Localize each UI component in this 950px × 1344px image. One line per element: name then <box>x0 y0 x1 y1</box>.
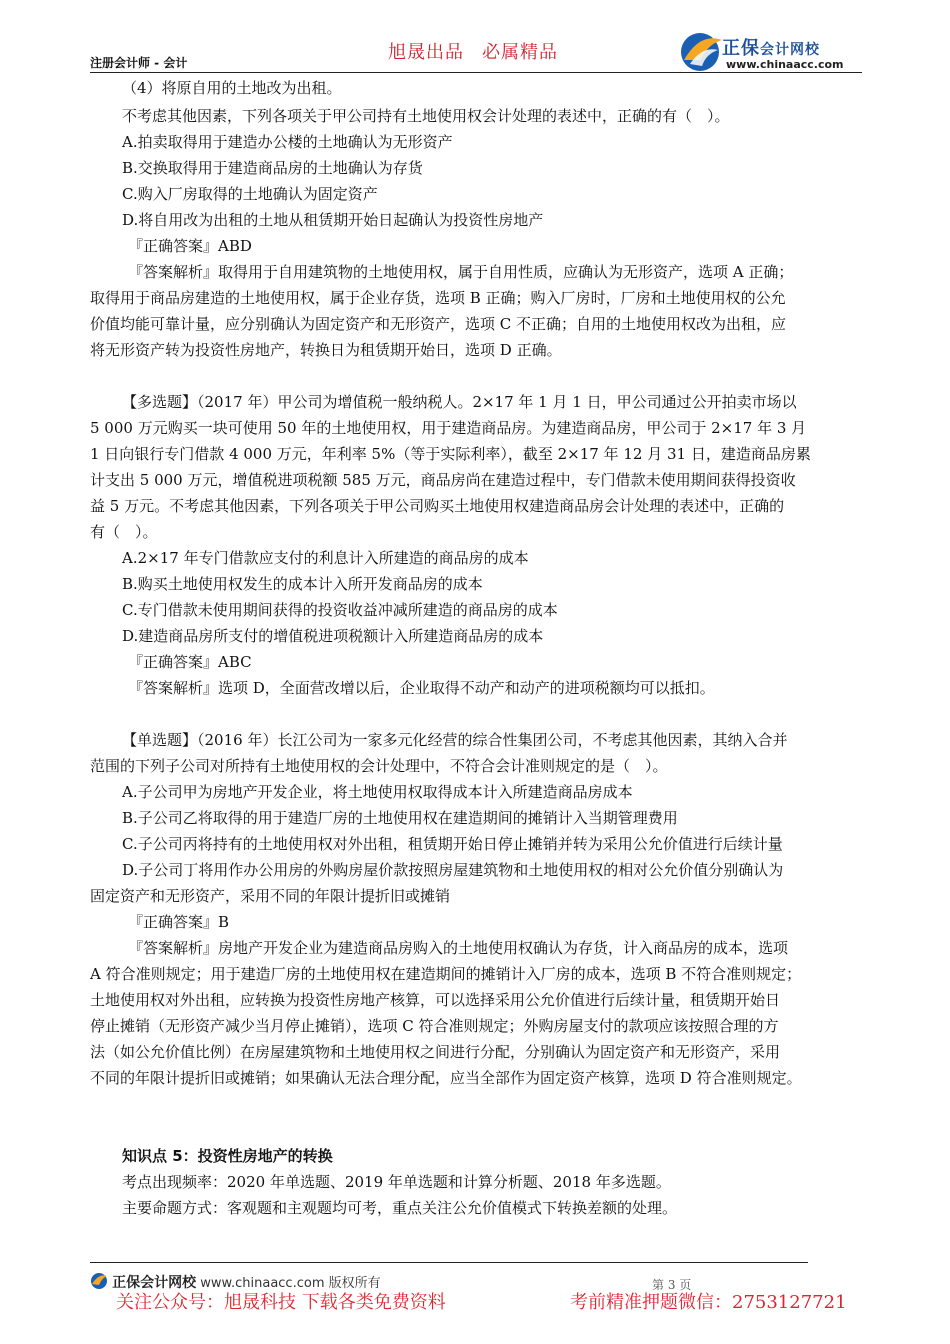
text-line: A 符合准则规定；用于建造厂房的土地使用权在建造期间的摊销计入厂房的成本，选项 B 不符合准则规定； <box>90 965 802 983</box>
text-line: 5 000 万元购买一块可使用 50 年的土地使用权，用于建造商品房。为建造商品房，甲公司于 2×17 年 3 月 <box>90 419 807 437</box>
option-b: B.交换取得用于建造商品房的土地确认为存货 <box>122 159 423 177</box>
correct-answer: 『正确答案』ABC <box>128 653 252 671</box>
logo-emblem-icon <box>678 30 728 74</box>
answer-analysis: 『答案解析』房地产开发企业为建造商品房购入的土地使用权确认为存货，计入商品房的成本，选项 <box>128 939 789 957</box>
text-line: 将无形资产转为投资性房地产，转换日为租赁期开始日，选项 D 正确。 <box>90 341 562 359</box>
answer-analysis: 『答案解析』取得用于自用建筑物的土地使用权，属于自用性质，应确认为无形资产，选项 A 正确； <box>128 263 794 281</box>
promo-left: 关注公众号：旭晟科技 下载各类免费资料 <box>116 1292 446 1313</box>
correct-answer: 『正确答案』B <box>128 913 230 931</box>
text-line: 不同的年限计提折旧或摊销；如果确认无法合理分配，应当全部作为固定资产核算，选项 D 符合准则规定。 <box>90 1069 802 1087</box>
text-line: 土地使用权对外出租，应转换为投资性房地产核算，可以选择采用公允价值进行后续计量，租赁期开始日 <box>90 991 781 1009</box>
text-line: 取得用于商品房建造的土地使用权，属于企业存货，选项 B 正确；购入厂房时，厂房和土地使用权的公允 <box>90 289 786 307</box>
option-a: A.拍卖取得用于建造办公楼的土地确认为无形资产 <box>122 133 453 151</box>
option-b: B.子公司乙将取得的用于建造厂房的土地使用权在建造期间的摊销计入当期管理费用 <box>122 809 678 827</box>
logo-name-main: 正保 <box>722 38 760 59</box>
text-line: 主要命题方式：客观题和主观题均可考，重点关注公允价值模式下转换差额的处理。 <box>122 1199 678 1217</box>
option-b: B.购买土地使用权发生的成本计入所开发商品房的成本 <box>122 575 483 593</box>
text-line: 计支出 5 000 万元，增值税进项税额 585 万元，商品房尚在建造过程中，专门借款未使用期间获得投资收 <box>90 471 796 489</box>
footer-logo-icon <box>90 1272 108 1290</box>
promo-right: 考前精准押题微信：2753127721 <box>570 1292 847 1313</box>
header-slogan <box>388 38 558 64</box>
footer-divider <box>90 1262 808 1263</box>
logo-url[interactable]: www.chinaacc.com <box>726 58 844 71</box>
text-line: 益 5 万元。不考虑其他因素，下列各项关于甲公司购买土地使用权建造商品房会计处理的表述中，正确的 <box>90 497 785 515</box>
text-line: 有（ ）。 <box>90 523 158 541</box>
text-line: 价值均能可靠计量，应分别确认为固定资产和无形资产，选项 C 不正确；自用的土地使用权改为出租，应 <box>90 315 787 333</box>
text-line: 固定资产和无形资产，采用不同的年限计提折旧或摊销 <box>90 887 451 905</box>
correct-answer: 『正确答案』ABD <box>128 237 252 255</box>
question-heading: 【多选题】（2017 年）甲公司为增值税一般纳税人。2×17 年 1 月 1 日，甲公司通过公开拍卖市场以 <box>122 393 797 411</box>
text-line: 停止摊销（无形资产减少当月停止摊销），选项 C 符合准则规定；外购房屋支付的款项应该按照合理的方 <box>90 1017 779 1035</box>
header-category: 注册会计师 - 会计 <box>90 56 188 70</box>
slogan-left: 旭晟出品 <box>388 42 464 63</box>
text-line: （4）将原自用的土地改为出租。 <box>122 79 342 97</box>
option-d: D.子公司丁将用作办公用房的外购房屋价款按照房屋建筑物和土地使用权的相对公允价值分别确认为 <box>122 861 784 879</box>
header-divider <box>90 72 862 73</box>
option-d: D.将自用改为出租的土地从租赁期开始日起确认为投资性房地产 <box>122 211 544 229</box>
text-line: 考点出现频率：2020 年单选题、2019 年单选题和计算分析题、2018 年多选题。 <box>122 1173 671 1191</box>
page-number: 第 3 页 <box>652 1278 692 1292</box>
logo-name <box>722 34 820 60</box>
section-title: 知识点 5：投资性房地产的转换 <box>122 1147 333 1165</box>
slogan-right: 必属精品 <box>482 42 558 63</box>
logo-name-tail: 会计网校 <box>760 42 820 58</box>
answer-analysis: 『答案解析』选项 D，全面营改增以后，企业取得不动产和动产的进项税额均可以抵扣。 <box>128 679 715 697</box>
text-line: 不考虑其他因素，下列各项关于甲公司持有土地使用权会计处理的表述中，正确的有（ ）。 <box>122 107 730 125</box>
option-a: A.2×17 年专门借款应支付的利息计入所建造的商品房的成本 <box>122 549 529 567</box>
footer-copyright: www.chinaacc.com 版权所有 <box>200 1276 381 1291</box>
text-line: 法（如公允价值比例）在房屋建筑物和土地使用权之间进行分配，分别确认为固定资产和无形资产，采用 <box>90 1043 781 1061</box>
option-c: C.购入厂房取得的土地确认为固定资产 <box>122 185 378 203</box>
text-line: 范围的下列子公司对所持有土地使用权的会计处理中，不符合会计准则规定的是（ ）。 <box>90 757 668 775</box>
question-heading: 【单选题】（2016 年）长江公司为一家多元化经营的综合性集团公司，不考虑其他因素，其纳入合并 <box>122 731 788 749</box>
option-c: C.子公司丙将持有的土地使用权对外出租，租赁期开始日停止摊销并转为采用公允价值进行后续计量 <box>122 835 783 853</box>
option-a: A.子公司甲为房地产开发企业，将土地使用权取得成本计入所建造商品房成本 <box>122 783 633 801</box>
option-d: D.建造商品房所支付的增值税进项税额计入所建造商品房的成本 <box>122 627 544 645</box>
footer-brand-name: 正保会计网校 <box>112 1275 197 1291</box>
option-c: C.专门借款未使用期间获得的投资收益冲减所建造的商品房的成本 <box>122 601 558 619</box>
text-line: 1 日向银行专门借款 4 000 万元，年利率 5%（等于实际利率），截至 2×17 年 12 月 31 日，建造商品房累 <box>90 445 811 463</box>
